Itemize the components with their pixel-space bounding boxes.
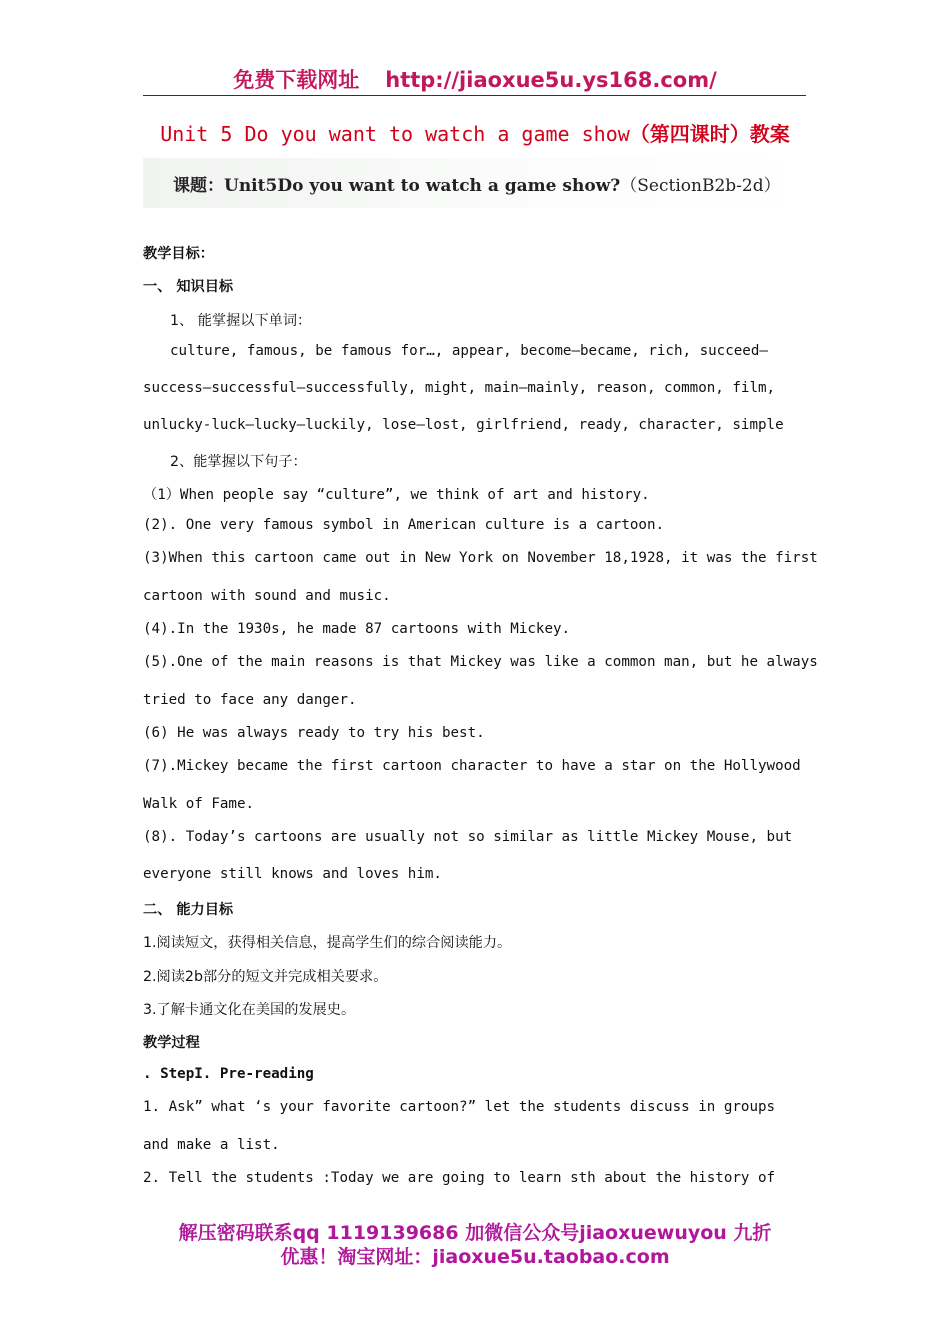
- footer-line: 解压密码联系qq 1119139686 加微信公众号jiaoxuewuyou 九折: [178, 1222, 772, 1244]
- sentence-item: Walk of Fame.: [143, 796, 255, 812]
- knowledge-goals-heading: 一、 知识目标: [143, 279, 234, 295]
- sentence-item: (6) He was always ready to try his best.: [143, 725, 485, 741]
- sentence-item: cartoon with sound and music.: [143, 588, 391, 604]
- sentence-item: (7).Mickey became the first cartoon character to have a star on the Hollywood: [143, 758, 801, 774]
- header-text: 免费下载网址: [233, 68, 360, 92]
- sentences-subheading: 2、能掌握以下句子：: [170, 454, 307, 470]
- ability-item: 3.了解卡通文化在美国的发展史。: [143, 1002, 356, 1018]
- topic-banner-text: [173, 171, 781, 196]
- sentence-item: (3)When this cartoon came out in New York on November 18,1928, it was the first: [143, 550, 818, 566]
- vocab-line: success—successful—successfully, might, main—mainly, reason, common, film,: [143, 380, 776, 396]
- process-item: and make a list.: [143, 1137, 280, 1153]
- topic-banner-image: [143, 158, 806, 208]
- ability-item: 2.阅读2b部分的短文并完成相关要求。: [143, 969, 388, 985]
- process-item: 2. Tell the students :Today we are going to learn sth about the history of: [143, 1170, 776, 1186]
- topic-section: （SectionB2b-2d）: [620, 176, 781, 196]
- topic-label: 课题：: [173, 176, 224, 196]
- goals-heading: 教学目标：: [143, 246, 214, 262]
- page-header: [0, 64, 950, 94]
- process-item: 1. Ask” what ‘s your favorite cartoon?” let the students discuss in groups: [143, 1099, 776, 1115]
- topic-title: Unit5Do you want to watch a game show?: [224, 176, 621, 196]
- document-title: [0, 118, 950, 147]
- title-english: Unit 5 Do you want to watch a game show: [160, 122, 630, 146]
- vocab-line: culture, famous, be famous for…, appear, become—became, rich, succeed—: [170, 343, 768, 359]
- sentence-item: (8). Today’s cartoons are usually not so similar as little Mickey Mouse, but: [143, 829, 793, 845]
- sentence-item: tried to face any danger.: [143, 692, 357, 708]
- vocab-line: unlucky-luck—lucky—luckily, lose—lost, girlfriend, ready, character, simple: [143, 417, 784, 433]
- sentence-item: (2). One very famous symbol in American culture is a cartoon.: [143, 517, 665, 533]
- sentence-item: (4).In the 1930s, he made 87 cartoons with Mickey.: [143, 621, 571, 637]
- sentence-item: everyone still knows and loves him.: [143, 866, 442, 882]
- header-rule: [143, 95, 806, 96]
- title-chinese: （第四课时）教案: [629, 122, 790, 146]
- sentence-item: (5).One of the main reasons is that Mickey was like a common man, but he always: [143, 654, 818, 670]
- sentence-item: （1）When people say “culture”, we think of art and history.: [143, 487, 650, 503]
- process-heading: 教学过程: [143, 1035, 200, 1051]
- footer-line: 优惠！淘宝网址：jiaoxue5u.taobao.com: [280, 1246, 670, 1268]
- ability-item: 1.阅读短文，获得相关信息，提高学生们的综合阅读能力。: [143, 935, 512, 951]
- header-url[interactable]: http://jiaoxue5u.ys168.com/: [385, 68, 717, 92]
- step-heading: . StepI. Pre-reading: [143, 1066, 314, 1082]
- vocab-subheading: 1、 能掌握以下单词：: [170, 313, 312, 329]
- ability-goals-heading: 二、 能力目标: [143, 902, 234, 918]
